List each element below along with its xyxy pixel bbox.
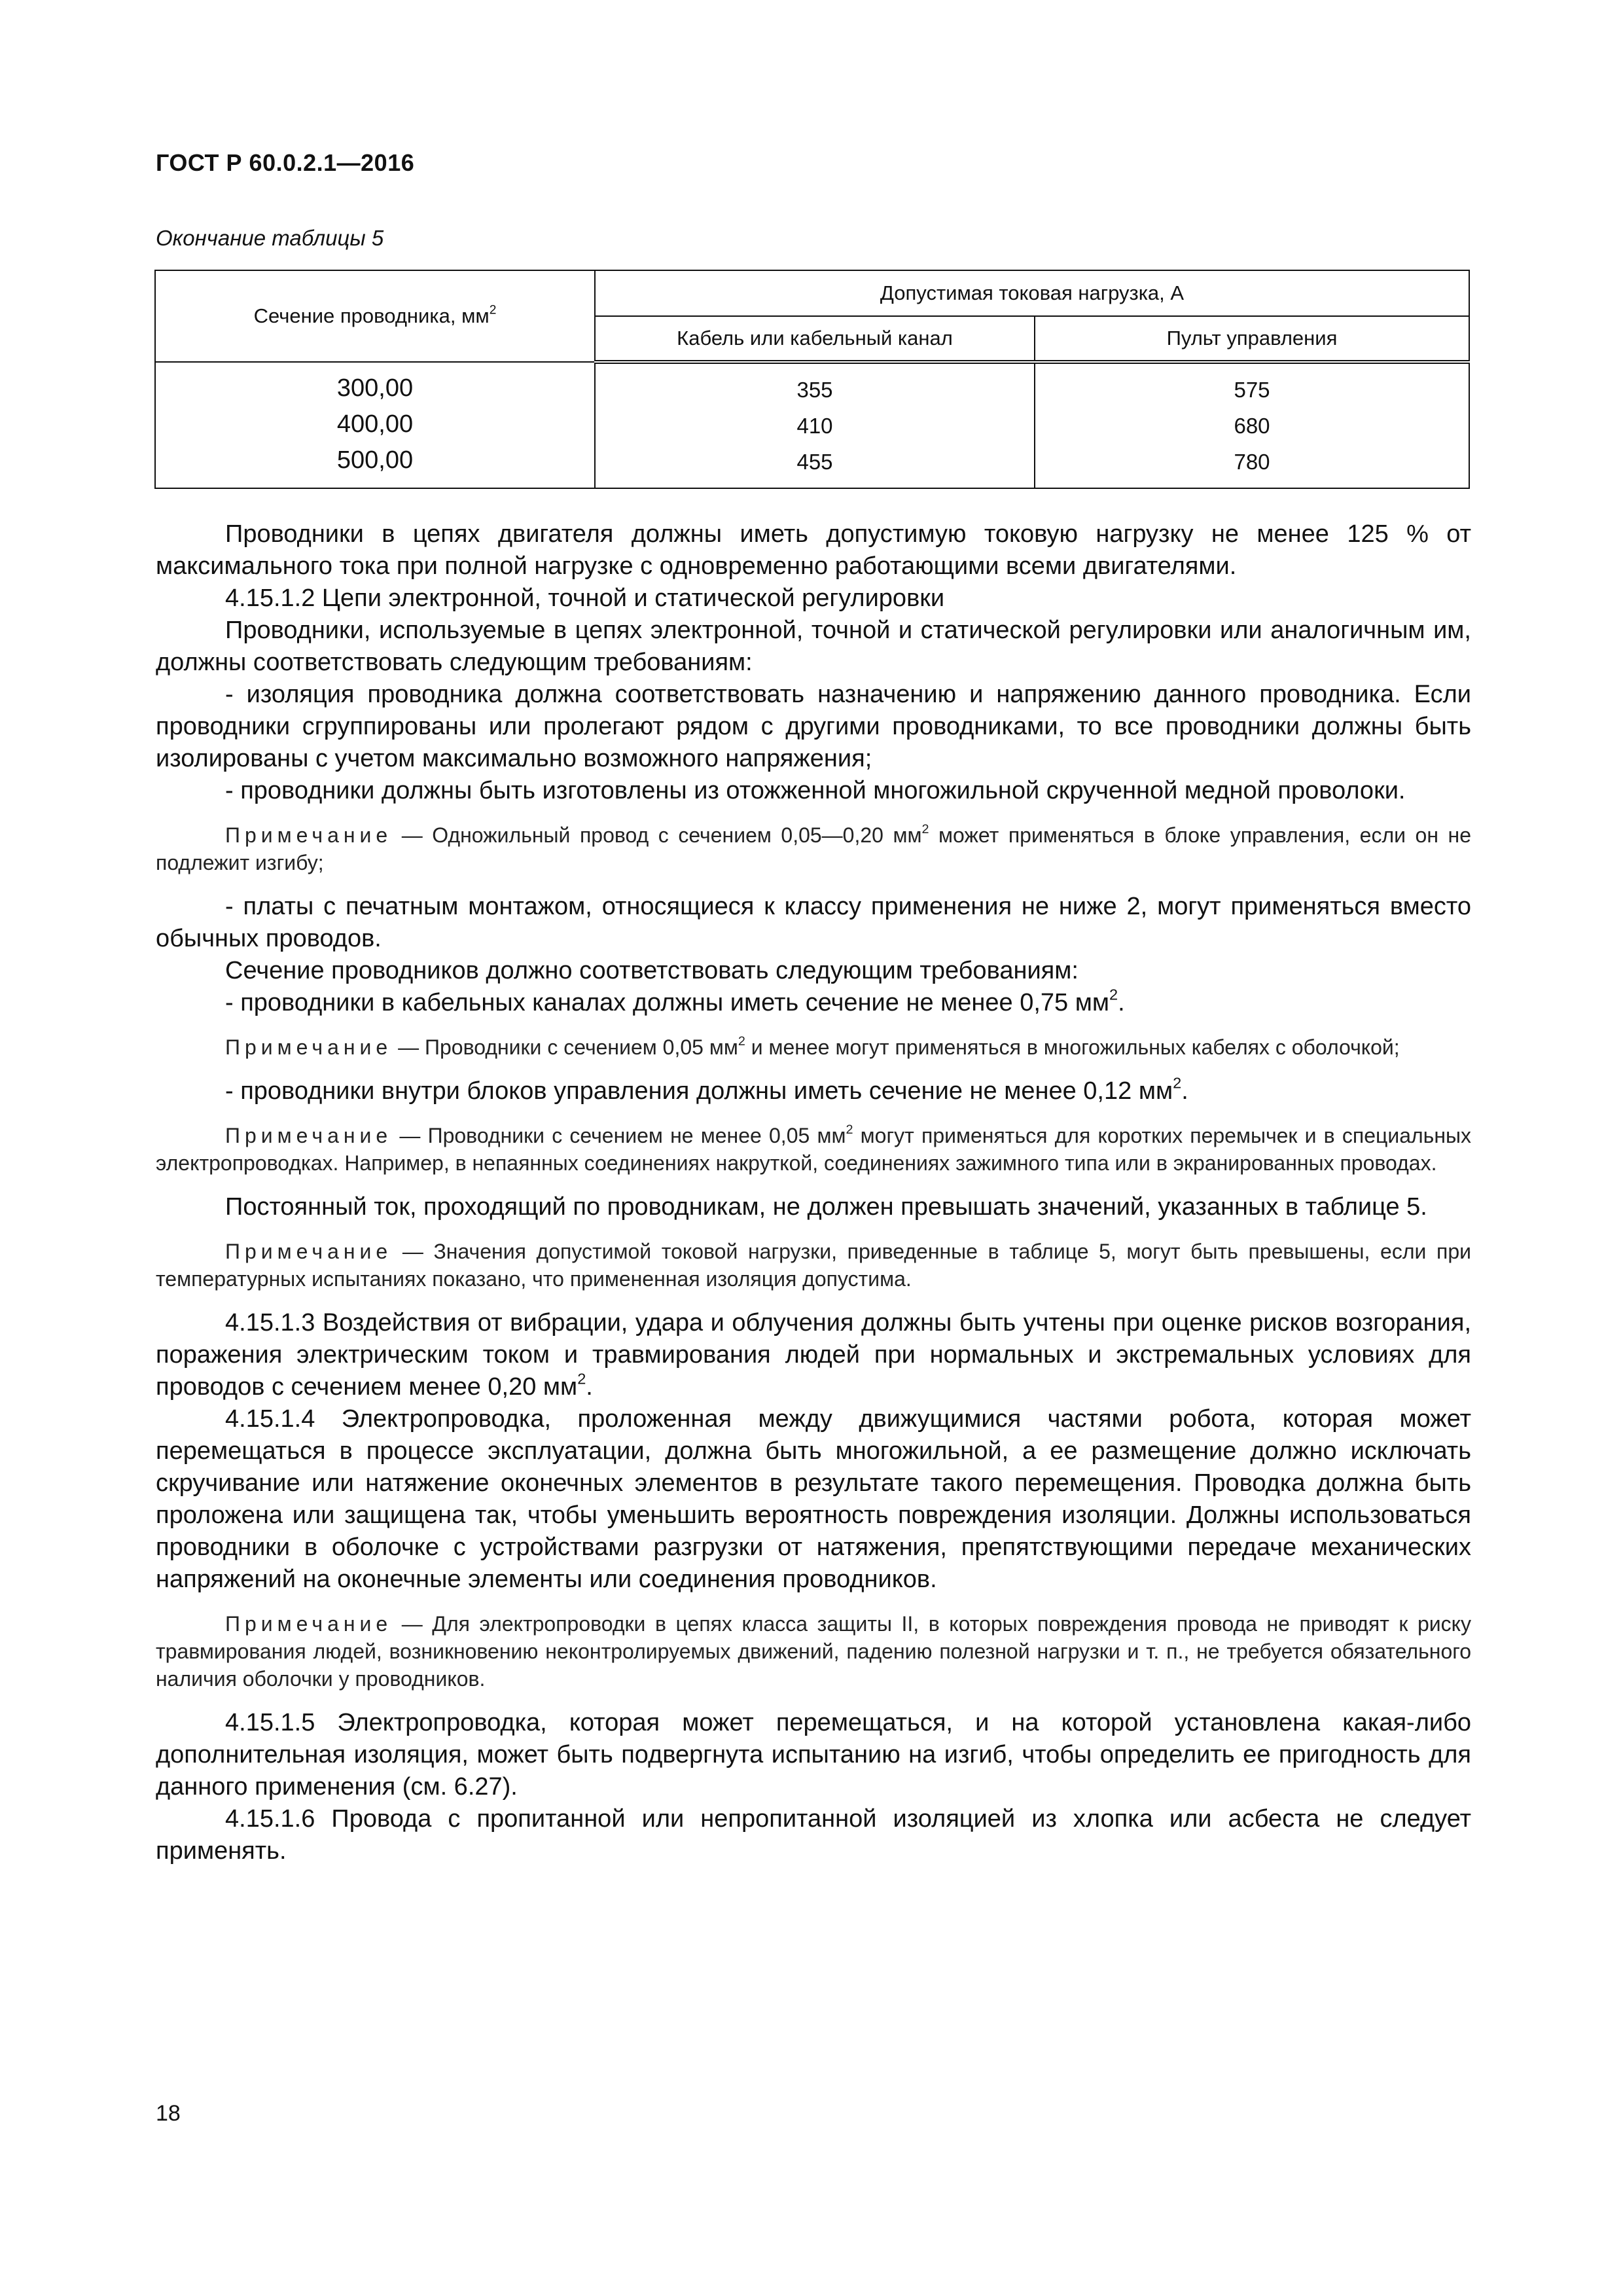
note xyxy=(156,1122,1471,1177)
header-section xyxy=(155,270,595,362)
header-section-sup: 2 xyxy=(489,303,497,317)
clause-heading: 4.15.1.2 Цепи электронной, точной и статической регулировки xyxy=(225,584,945,612)
paragraph: Постоянный ток, проходящий по проводникам, не должен превышать значений, указанных в таблице 5. xyxy=(225,1193,1427,1221)
note-label: Примечание xyxy=(225,1240,393,1263)
list-item-text: - проводники в кабельных каналах должны иметь сечение не менее 0,75 мм xyxy=(225,989,1109,1016)
cell-sections xyxy=(155,362,595,488)
note-text: и менее могут применяться в многожильных кабелях с оболочкой; xyxy=(745,1035,1400,1059)
document-code: ГОСТ Р 60.0.2.1—2016 xyxy=(156,149,415,176)
clause-paragraph xyxy=(156,1307,1471,1403)
note xyxy=(156,1610,1471,1693)
cell-cable xyxy=(595,362,1035,488)
note-text: — Для электропроводки в цепях класса защиты II, в которых повреждения провода не приводят к риску травмирования людей, возникновению неконтролируемых движений, падению полезной нагрузки и т. п., не требуется обязательного наличия оболочки у проводников. xyxy=(156,1612,1471,1691)
cable-values: 355 410 455 xyxy=(796,378,833,474)
clause-paragraph: 4.15.1.4 Электропроводка, проложенная между движущимися частями робота, которая может перемещаться в процессе эксплуатации, должна быть многожильной, а ее размещение должно исключать скручивание или натяжение оконечных элементов в результате такого перемещения. Проводка должна быть проложена или защищена так, чтобы уменьшить вероятность повреждения изоляции. Должны использоваться проводники в оболочке с устройствами разгрузки от натяжения, препятствующими передаче механических напряжений на оконечные элементы или соединения проводников. xyxy=(156,1405,1471,1593)
body-text xyxy=(156,518,1471,1867)
list-item-text: . xyxy=(1118,989,1125,1016)
list-item xyxy=(156,1075,1471,1107)
note-text: может применяться в блоке управления, если он не подлежит изгибу; xyxy=(156,823,1472,874)
superscript: 2 xyxy=(1173,1074,1182,1092)
current-load-table xyxy=(154,270,1470,489)
superscript: 2 xyxy=(846,1122,853,1138)
note-label: Примечание xyxy=(225,1035,393,1059)
clause-paragraph: 4.15.1.6 Провода с пропитанной или непропитанной изоляцией из хлопка или асбеста не следует применять. xyxy=(156,1805,1471,1865)
page-number: 18 xyxy=(156,2101,181,2126)
note-label: Примечание xyxy=(225,823,393,847)
superscript: 2 xyxy=(577,1370,586,1388)
sections-values: 300,00 400,00 500,00 xyxy=(336,374,414,474)
note-label: Примечание xyxy=(225,1124,393,1147)
superscript: 2 xyxy=(1109,986,1118,1003)
note xyxy=(156,821,1471,876)
list-item-text: . xyxy=(1181,1077,1188,1105)
table-row xyxy=(155,362,1469,488)
paragraph: Проводники в цепях двигателя должны иметь допустимую токовую нагрузку не менее 125 % от максимального тока при полной нагрузке с одновременно работающими всеми двигателями. xyxy=(156,520,1471,580)
clause-text: . xyxy=(586,1373,593,1401)
list-item: - изоляция проводника должна соответствовать назначению и напряжению данного проводника. Если проводники сгруппированы или пролегают рядом с другими проводниками, то все проводники должны быть изолированы с учетом максимально возможного напряжения; xyxy=(156,681,1471,772)
clause-text: 4.15.1.3 Воздействия от вибрации, удара и облучения должны быть учтены при оценке рисков возгорания, поражения электрическим током и травмирования людей при нормальных и экстремальных условиях для проводов с сечением менее 0,20 мм xyxy=(156,1309,1471,1401)
header-panel: Пульт управления xyxy=(1035,316,1469,362)
superscript: 2 xyxy=(738,1034,745,1049)
list-item: - платы с печатным монтажом, относящиеся к классу применения не ниже 2, могут применяться вместо обычных проводов. xyxy=(156,893,1471,952)
note-text: — Проводники с сечением не менее 0,05 мм xyxy=(392,1124,846,1147)
panel-values: 575 680 780 xyxy=(1234,378,1270,474)
list-item xyxy=(156,987,1471,1019)
note-text: — Значения допустимой токовой нагрузки, приведенные в таблице 5, могут быть превышены, если при температурных испытаниях показано, что примененная изоляция допустима. xyxy=(156,1240,1471,1291)
superscript: 2 xyxy=(921,822,929,837)
paragraph: Сечение проводников должно соответствовать следующим требованиям: xyxy=(225,957,1079,984)
list-item-text: - проводники внутри блоков управления должны иметь сечение не менее 0,12 мм xyxy=(225,1077,1173,1105)
table-caption: Окончание таблицы 5 xyxy=(156,226,384,250)
note-text: — Проводники с сечением 0,05 мм xyxy=(392,1035,738,1059)
note-text: могут применяться для коротких перемычек и в специальных электропроводках. Например, в непаянных соединениях накруткой, соединениях зажимного типа или в экранированных проводах. xyxy=(156,1124,1471,1175)
note xyxy=(156,1238,1471,1293)
note-label: Примечание xyxy=(225,1612,393,1636)
list-item: - проводники должны быть изготовлены из отожженной многожильной скрученной медной проволоки. xyxy=(225,777,1406,804)
cell-panel xyxy=(1035,362,1469,488)
note xyxy=(156,1033,1471,1061)
header-load: Допустимая токовая нагрузка, А xyxy=(595,270,1469,316)
header-section-label: Сечение проводника, мм xyxy=(253,304,490,327)
clause-paragraph: 4.15.1.5 Электропроводка, которая может перемещаться, и на которой установлена какая-либо дополнительная изоляция, может быть подвергнута испытанию на изгиб, чтобы определить ее пригодность для данного применения (см. 6.27). xyxy=(156,1709,1471,1801)
note-text: — Одножильный провод с сечением 0,05—0,20 мм xyxy=(392,823,922,847)
paragraph: Проводники, используемые в цепях электронной, точной и статической регулировки или аналогичным им, должны соответствовать следующим требованиям: xyxy=(156,617,1471,676)
header-cable: Кабель или кабельный канал xyxy=(595,316,1035,362)
